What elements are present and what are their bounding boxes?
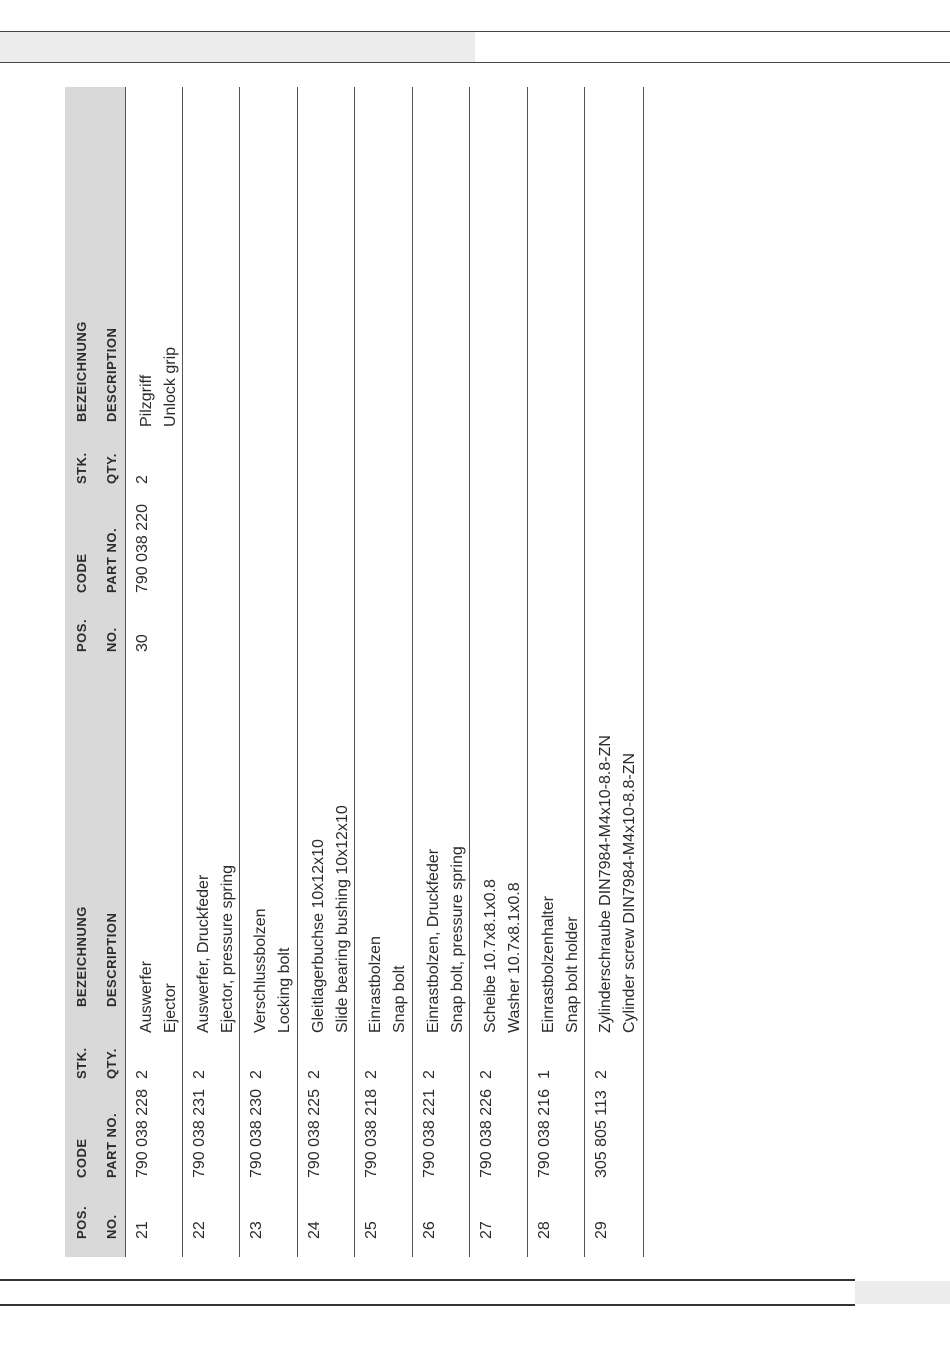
pos-cell: 21	[134, 1221, 151, 1239]
header-desc-en-2: DESCRIPTION	[104, 327, 119, 422]
qty-cell: 2	[248, 1070, 265, 1079]
code-cell: 790 038 218	[363, 1089, 380, 1178]
description-en: Slide bearing bushing 10x12x10	[334, 805, 351, 1033]
header-code-de: CODE	[74, 1138, 89, 1178]
qty-cell: 2	[421, 1070, 438, 1079]
description-cell	[135, 961, 183, 1033]
code-cell: 305 805 113	[593, 1090, 610, 1178]
description-en: Snap bolt	[391, 965, 408, 1033]
description-de: Einrastbolzen	[367, 936, 384, 1033]
header-band	[0, 32, 475, 62]
header-desc-de: BEZEICHNUNG	[74, 906, 89, 1007]
row-separator	[239, 87, 240, 1257]
qty-cell: 2	[593, 1070, 610, 1079]
qty-cell: 1	[536, 1070, 553, 1079]
pos-cell: 28	[536, 1221, 553, 1239]
code-cell: 790 038 216	[536, 1089, 553, 1178]
header-rule-bottom	[0, 62, 950, 63]
code-cell: 790 038 220	[134, 504, 151, 593]
qty-cell: 2	[363, 1070, 380, 1079]
description-en: Cylinder screw DIN7984-M4x10-8.8-ZN	[621, 752, 638, 1033]
row-separator	[354, 87, 355, 1257]
description-cell	[422, 846, 470, 1033]
pos-cell: 26	[421, 1221, 438, 1239]
code-cell: 790 038 226	[478, 1089, 495, 1178]
header-code-de-2: CODE	[74, 553, 89, 593]
header-pos-en-2: NO.	[104, 627, 119, 652]
header-pos-de-2: POS.	[74, 618, 89, 652]
footer-band	[855, 1281, 950, 1304]
qty-cell: 2	[478, 1070, 495, 1079]
description-en: Locking bolt	[276, 947, 293, 1033]
row-separator	[643, 87, 644, 1257]
description-cell	[364, 936, 412, 1033]
qty-cell: 2	[134, 475, 151, 484]
description-de: Einrastbolzenhalter	[540, 896, 557, 1033]
description-de: Gleitlagerbuchse 10x12x10	[310, 839, 327, 1033]
pos-cell: 30	[134, 634, 151, 652]
code-cell: 790 038 221	[421, 1089, 438, 1178]
pos-cell: 24	[306, 1221, 323, 1239]
header-pos-de: POS.	[74, 1205, 89, 1239]
row-separator	[527, 87, 528, 1257]
description-en: Unlock grip	[162, 346, 179, 427]
code-cell: 790 038 230	[248, 1089, 265, 1178]
code-cell: 790 038 228	[134, 1089, 151, 1178]
description-cell	[479, 879, 527, 1033]
code-cell: 790 038 231	[191, 1089, 208, 1178]
description-en: Ejector	[162, 983, 179, 1033]
description-cell	[135, 347, 183, 427]
qty-cell: 2	[306, 1070, 323, 1079]
description-cell	[192, 865, 240, 1033]
qty-cell: 2	[134, 1070, 151, 1079]
table-header-background	[65, 87, 125, 1257]
header-pos-en: NO.	[104, 1214, 119, 1239]
description-en: Snap bolt holder	[564, 916, 581, 1033]
header-qty-de-2: STK.	[74, 452, 89, 484]
footer-rule-top	[0, 1279, 855, 1281]
pos-cell: 29	[593, 1221, 610, 1239]
header-code-en: PART NO.	[104, 1112, 119, 1178]
description-en: Washer 10.7x8.1x0.8	[506, 882, 523, 1033]
code-cell: 790 038 225	[306, 1089, 323, 1178]
row-separator	[584, 87, 585, 1257]
header-qty-en: QTY.	[104, 1048, 119, 1079]
header-qty-de: STK.	[74, 1047, 89, 1079]
description-de: Auswerfer, Druckfeder	[195, 874, 212, 1033]
header-code-en-2: PART NO.	[104, 527, 119, 593]
pos-cell: 25	[363, 1221, 380, 1239]
qty-cell: 2	[191, 1070, 208, 1079]
header-qty-en-2: QTY.	[104, 453, 119, 484]
row-separator	[412, 87, 413, 1257]
row-separator	[125, 87, 126, 1257]
pos-cell: 23	[248, 1221, 265, 1239]
description-cell	[307, 805, 355, 1033]
description-de: Einrastbolzen, Druckfeder	[425, 848, 442, 1033]
pos-cell: 22	[191, 1221, 208, 1239]
description-de: Verschlussbolzen	[252, 908, 269, 1033]
pos-cell: 27	[478, 1221, 495, 1239]
header-desc-en: DESCRIPTION	[104, 912, 119, 1007]
description-en: Ejector, pressure spring	[219, 864, 236, 1033]
description-de: Scheibe 10.7x8.1x0.8	[482, 879, 499, 1033]
description-de: Pilzgriff	[138, 374, 155, 427]
parts-table	[65, 87, 645, 1257]
row-separator	[182, 87, 183, 1257]
footer-rule-bottom	[0, 1304, 855, 1306]
description-cell	[537, 896, 585, 1033]
description-en: Snap bolt, pressure spring	[449, 846, 466, 1033]
description-cell	[249, 908, 297, 1033]
header-desc-de-2: BEZEICHNUNG	[74, 321, 89, 422]
row-separator	[469, 87, 470, 1257]
row-separator	[297, 87, 298, 1257]
description-cell	[594, 735, 642, 1033]
description-de: Zylinderschraube DIN7984-M4x10-8.8-ZN	[597, 735, 614, 1033]
description-de: Auswerfer	[138, 960, 155, 1033]
